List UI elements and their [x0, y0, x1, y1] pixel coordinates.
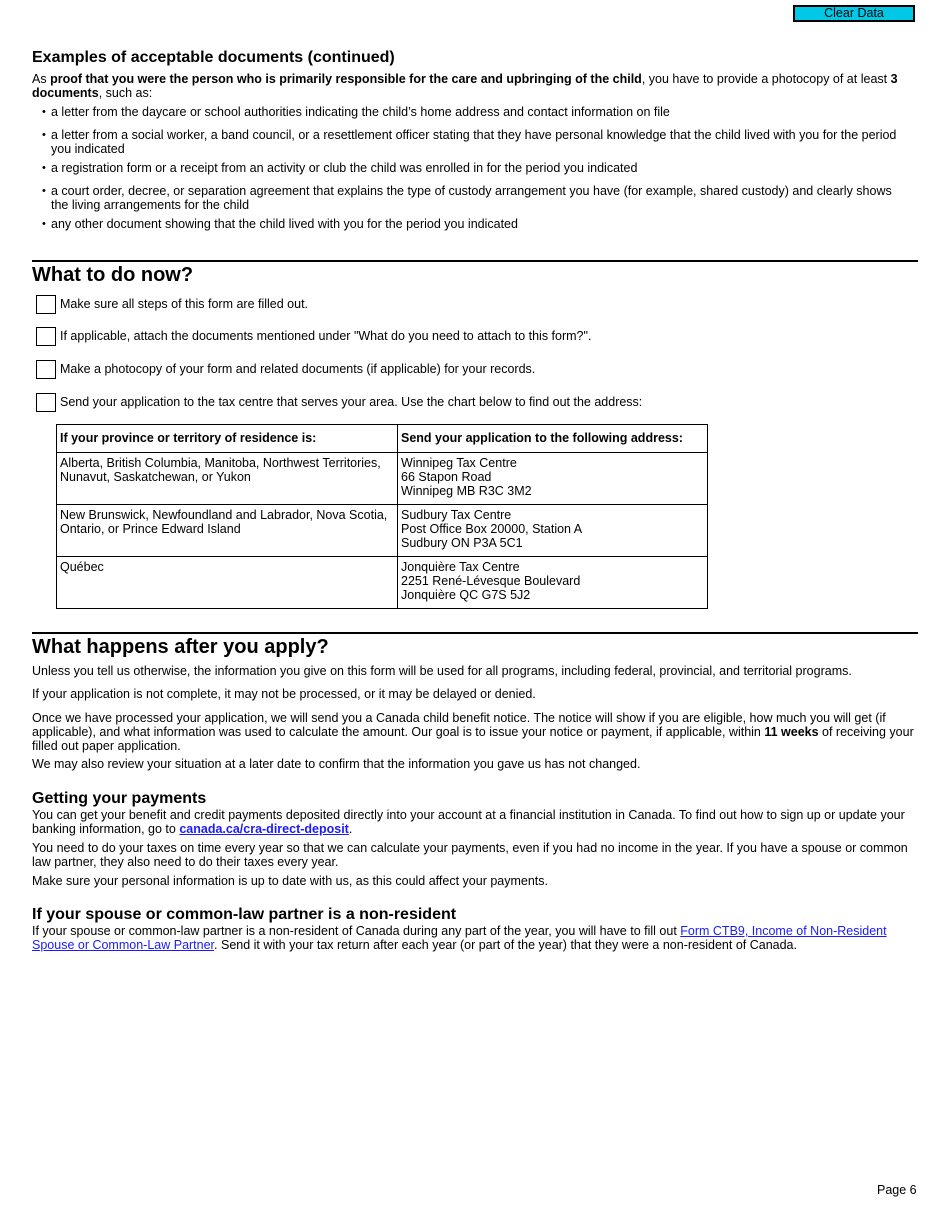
intro-text-2: , you have to provide a photocopy of at least [641, 72, 891, 86]
clear-data-button[interactable]: Clear Data [793, 5, 915, 22]
direct-deposit-link[interactable]: canada.ca/cra-direct-deposit [179, 822, 349, 836]
list-item: • a letter from the daycare or school authorities indicating the child’s home address and contact information on file [33, 105, 903, 119]
payments-p1-text-b: . [348, 822, 353, 836]
step-row [36, 326, 591, 346]
address-line: 2251 René-Lévesque Boulevard [401, 574, 581, 588]
nonresident-text-b: . Send it with your tax return after each year (or part of the year) that they were a non-resident of Canada. [214, 938, 797, 952]
address-cell [398, 453, 708, 505]
intro-text-3: , such as: [98, 86, 153, 100]
after-paragraph-4: We may also review your situation at a later date to confirm that the information you gave us has not changed. [32, 757, 641, 771]
after-p3-bold: 11 weeks [764, 725, 819, 739]
list-item: • a registration form or a receipt from an activity or club the child was enrolled in for the period you indicated [33, 161, 903, 175]
step-label: Send your application to the tax centre that serves your area. Use the chart below to find out the address: [60, 395, 643, 409]
payments-paragraph-2: You need to do your taxes on time every year so that we can calculate your payments, even if you had no income in the year. If you have a spouse or common law partner, they also need to do their taxes every year. [32, 841, 908, 869]
what-to-do-heading: What to do now? [32, 264, 194, 286]
step-3-checkbox[interactable] [36, 360, 56, 379]
table-row [57, 453, 708, 505]
address-cell [398, 557, 708, 609]
table-row [57, 557, 708, 609]
province-cell: Alberta, British Columbia, Manitoba, Northwest Territories, Nunavut, Saskatchewan, or Yukon [57, 453, 398, 505]
table-header-row [57, 425, 708, 453]
column-header-address: Send your application to the following address: [398, 425, 708, 453]
payments-heading: Getting your payments [32, 790, 207, 807]
address-cell [398, 505, 708, 557]
nonresident-paragraph [32, 924, 918, 952]
address-line: Post Office Box 20000, Station A [401, 522, 583, 536]
intro-text-1: As [32, 72, 51, 86]
intro-bold-2: 3 documents [32, 72, 898, 100]
after-p3-text-a: Once we have processed your application, we will send you a Canada child benefit notice. The notice will show if you are eligible, how much you will get (if applicable), and what information was used to calculate the amount. Our goal is to issue your notice or payment, if applicable, within [32, 711, 886, 739]
examples-list [33, 105, 903, 231]
province-cell: New Brunswick, Newfoundland and Labrador, Nova Scotia, Ontario, or Prince Edward Island [57, 505, 398, 557]
address-line: Winnipeg MB R3C 3M2 [401, 484, 532, 498]
address-line: Sudbury ON P3A 5C1 [401, 536, 523, 550]
after-p3-text-b: of receiving your filled out paper application. [32, 725, 914, 753]
address-line: Jonquière QC G7S 5J2 [401, 588, 531, 602]
payments-p1-text-a: You can get your benefit and credit payments deposited directly into your account at a financial institution in Canada. To find out how to sign up or update your banking information, go to [32, 808, 905, 836]
examples-heading: Examples of acceptable documents (continued) [32, 49, 395, 66]
step-label: Make sure all steps of this form are filled out. [60, 297, 309, 311]
step-row [36, 392, 642, 412]
list-item: • a court order, decree, or separation agreement that explains the type of custody arrangement you have (for example, shared custody) and clearly shows the living arrangements for the child [33, 184, 903, 212]
step-2-checkbox[interactable] [36, 327, 56, 346]
list-item: • a letter from a social worker, a band council, or a resettlement officer stating that they have personal knowledge that the child lived with you for the period you indicated [33, 128, 903, 156]
address-line: Winnipeg Tax Centre [401, 456, 517, 470]
payments-paragraph-3: Make sure your personal information is up to date with us, as this could affect your payments. [32, 874, 549, 888]
table-row [57, 505, 708, 557]
form-ctb9-link[interactable]: Form CTB9, Income of Non-Resident Spouse or Common-Law Partner [32, 924, 887, 952]
step-row [36, 359, 535, 379]
section-divider [32, 632, 918, 634]
nonresident-heading: If your spouse or common-law partner is a non-resident [32, 906, 457, 923]
step-4-checkbox[interactable] [36, 393, 56, 412]
list-item: • any other document showing that the child lived with you for the period you indicated [33, 217, 903, 231]
column-header-province: If your province or territory of residence is: [57, 425, 398, 453]
step-row [36, 294, 308, 314]
nonresident-text-a: If your spouse or common-law partner is a non-resident of Canada during any part of the year, you will have to fill out [32, 924, 681, 938]
step-label: Make a photocopy of your form and related documents (if applicable) for your records. [60, 362, 536, 376]
tax-centre-table [56, 424, 708, 609]
address-line: 66 Stapon Road [401, 470, 492, 484]
after-paragraph-1: Unless you tell us otherwise, the information you give on this form will be used for all programs, including federal, provincial, and territorial programs. [32, 664, 852, 678]
address-line: Sudbury Tax Centre [401, 508, 512, 522]
step-1-checkbox[interactable] [36, 295, 56, 314]
province-cell: Québec [57, 557, 398, 609]
address-line: Jonquière Tax Centre [401, 560, 520, 574]
payments-paragraph-1 [32, 808, 918, 836]
step-label: If applicable, attach the documents mentioned under "What do you need to attach to this form?". [60, 329, 592, 343]
after-apply-heading: What happens after you apply? [32, 636, 329, 658]
page-number: Page 6 [877, 1183, 917, 1197]
after-paragraph-2: If your application is not complete, it may not be processed, or it may be delayed or denied. [32, 687, 536, 701]
examples-intro [32, 72, 912, 100]
after-paragraph-3 [32, 711, 918, 753]
intro-bold-1: proof that you were the person who is primarily responsible for the care and upbringing of the child [50, 72, 642, 86]
section-divider [32, 260, 918, 262]
